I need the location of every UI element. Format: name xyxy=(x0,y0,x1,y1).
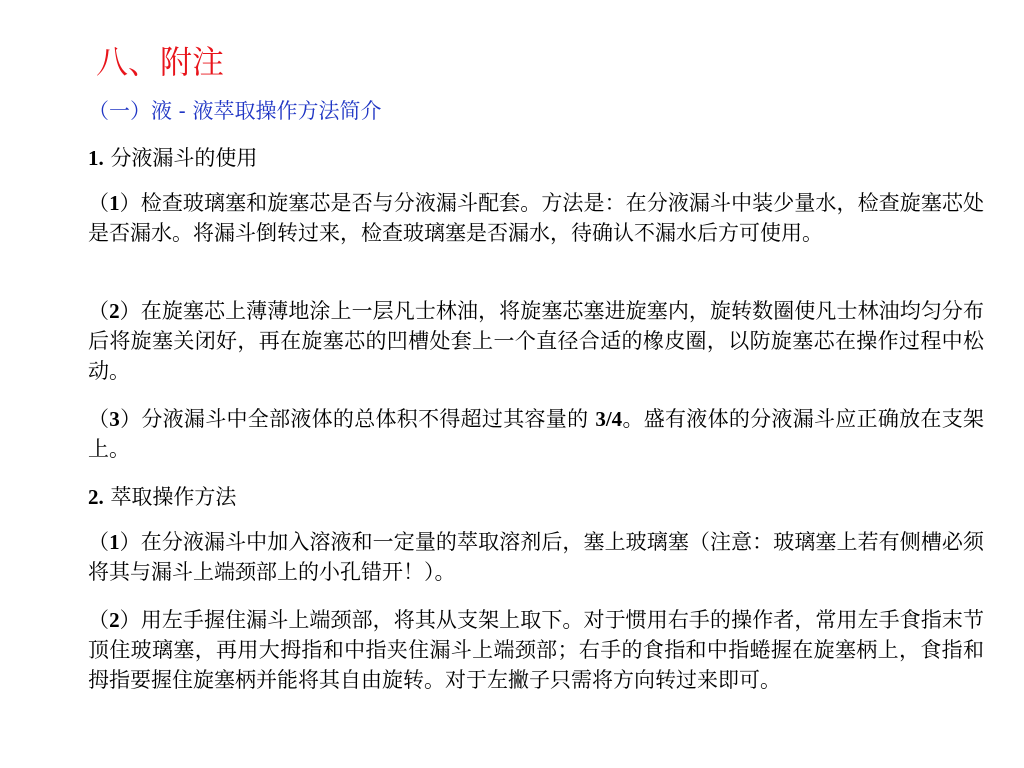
section-1-label: 分液漏斗的使用 xyxy=(110,146,258,170)
item-text: ）检查玻璃塞和旋塞芯是否与分液漏斗配套。方法是：在分液漏斗中装少量水，检查旋塞芯处是否漏水。将漏斗倒转过来，检查玻璃塞是否漏水，待确认不漏水后方可使用。 xyxy=(88,191,985,245)
slide-subtitle: （一）液 - 液萃取操作方法简介 xyxy=(88,99,382,123)
section-2-item-1 xyxy=(88,527,984,587)
item-text-before: ）分液漏斗中全部液体的总体积不得超过其容量的 xyxy=(119,407,596,431)
item-text: ）用左手握住漏斗上端颈部，将其从支架上取下。对于惯用右手的操作者，常用左手食指末节顶住玻璃塞，再用大拇指和中指夹住漏斗上端颈部；右手的食指和中指蜷握在旋塞柄上，食指和拇指要握住旋塞柄并能将其自由旋转。对于左撇子只需将方向转过来即可。 xyxy=(88,608,985,692)
slide-title: 八、附注 xyxy=(96,43,225,81)
item-open-paren: （ xyxy=(88,299,110,323)
item-open-paren: （ xyxy=(88,608,110,632)
item-number: 1 xyxy=(109,530,120,554)
item-number: 2 xyxy=(109,299,120,323)
section-1-item-3 xyxy=(88,404,984,464)
section-1-heading xyxy=(88,143,984,173)
item-open-paren: （ xyxy=(88,191,110,215)
item-number: 1 xyxy=(109,191,120,215)
item-open-paren: （ xyxy=(88,407,110,431)
section-1-item-1 xyxy=(88,188,984,248)
item-number: 3 xyxy=(109,407,120,431)
section-2-number: 2. xyxy=(88,485,104,509)
section-2-heading xyxy=(88,482,984,512)
capacity-fraction: 3/4 xyxy=(595,407,623,431)
item-text: ）在分液漏斗中加入溶液和一定量的萃取溶剂后，塞上玻璃塞（注意：玻璃塞上若有侧槽必须将其与漏斗上端颈部上的小孔错开！）。 xyxy=(88,530,985,584)
item-text-after: 。盛有液体的分液漏斗应正确放在支架上。 xyxy=(88,407,984,461)
section-2-item-2 xyxy=(88,605,984,695)
item-open-paren: （ xyxy=(88,530,110,554)
section-1-number: 1. xyxy=(88,146,104,170)
item-text: ）在旋塞芯上薄薄地涂上一层凡士林油，将旋塞芯塞进旋塞内，旋转数圈使凡士林油均匀分布后将旋塞关闭好，再在旋塞芯的凹槽处套上一个直径合适的橡皮圈，以防旋塞芯在操作过程中松动。 xyxy=(88,299,985,383)
section-2-label: 萃取操作方法 xyxy=(110,485,237,509)
item-number: 2 xyxy=(109,608,120,632)
section-1-item-2 xyxy=(88,296,984,386)
